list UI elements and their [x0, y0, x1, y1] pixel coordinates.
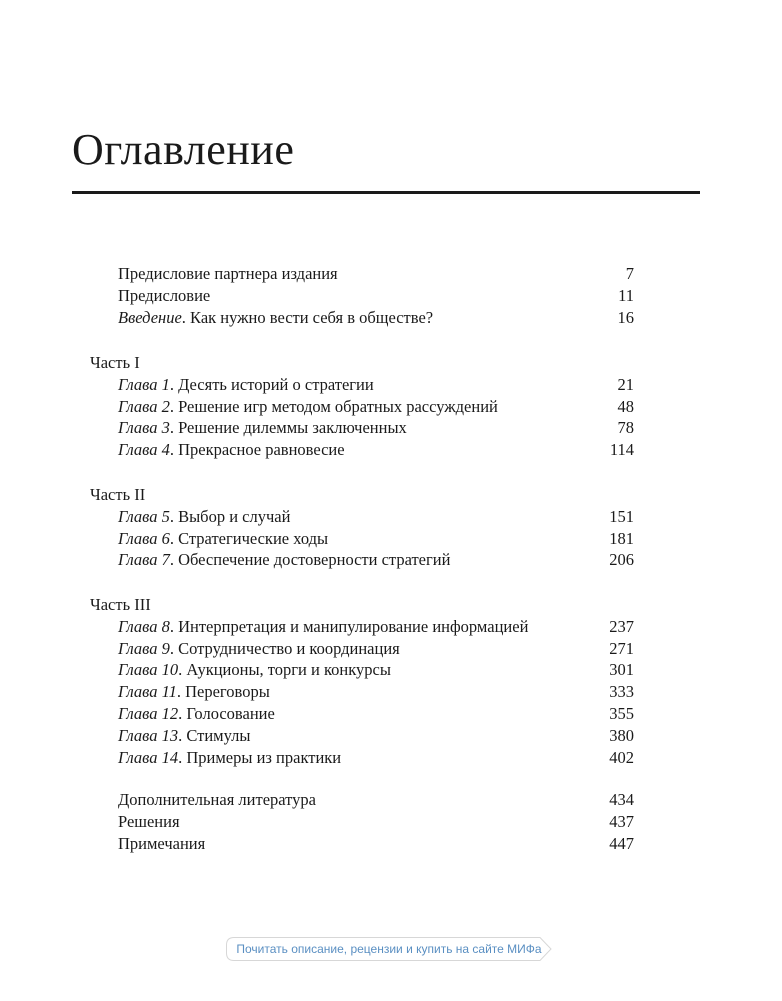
toc-entry-title — [118, 549, 450, 571]
toc-entry — [118, 703, 634, 725]
toc-entry-prefix: Глава 3 — [118, 418, 170, 438]
toc-entry — [118, 506, 634, 528]
toc-entry — [118, 616, 634, 638]
toc-entry — [118, 396, 634, 418]
toc-entry-page: 447 — [609, 833, 634, 853]
toc-entry — [118, 833, 634, 855]
toc-entry-title — [118, 703, 275, 725]
toc-entry-prefix: Глава 10 — [118, 660, 179, 680]
toc-entry-prefix: Глава 4 — [118, 440, 170, 460]
toc-entry-page: 402 — [609, 747, 634, 767]
toc-entry-prefix: Глава 9 — [118, 638, 170, 658]
toc-entry-prefix: Глава 7 — [118, 550, 170, 570]
toc-entry-prefix: Глава 13 — [118, 725, 179, 745]
toc-entry-page: 151 — [609, 506, 634, 526]
toc-entry-prefix: Глава 2 — [118, 396, 170, 416]
toc-entry-title — [118, 307, 433, 329]
toc-entry-title — [118, 374, 374, 396]
title-divider — [72, 191, 700, 194]
toc-entry-page: 434 — [609, 790, 634, 809]
toc-entry-page: 78 — [617, 418, 634, 438]
toc-entry-text: . Десять историй о стратегии — [169, 374, 374, 394]
toc-entry-title — [118, 789, 316, 811]
toc-entry — [118, 549, 634, 571]
toc-entry-page: 355 — [609, 704, 634, 723]
toc-entry-text: . Голосование — [178, 704, 275, 723]
toc-entry-page: 16 — [617, 307, 634, 327]
toc-entry-title — [118, 811, 180, 833]
toc-entry — [118, 681, 634, 703]
toc-entry-title — [118, 833, 205, 855]
toc-entry-text: . Сотрудничество и координация — [169, 638, 400, 658]
toc-entry-page: 271 — [609, 638, 634, 658]
toc-entry-text: . Прекрасное равновесие — [169, 440, 345, 460]
toc-entry-page: 437 — [609, 811, 634, 831]
toc-entry — [118, 528, 634, 550]
toc-entry-text: Предисловие — [118, 285, 211, 305]
toc-entry — [118, 307, 634, 329]
toc-entry — [118, 789, 634, 811]
toc-entry-text: Предисловие партнера издания — [118, 264, 338, 283]
site-link-button[interactable] — [226, 937, 552, 961]
toc-entry — [118, 439, 634, 461]
toc-entry-page: 181 — [609, 528, 634, 548]
toc-entry — [118, 725, 634, 747]
toc-entry-title — [118, 396, 498, 418]
toc-entry-page: 114 — [609, 440, 634, 460]
toc-entry-text: . Переговоры — [176, 682, 270, 702]
toc-entry — [118, 263, 634, 285]
toc-entry-title — [118, 725, 250, 747]
toc-entry — [118, 659, 634, 681]
toc-entry-text: Дополнительная литература — [118, 790, 316, 809]
toc-entry-title — [118, 659, 391, 681]
toc-entry-title — [118, 681, 270, 703]
toc-entry-title — [118, 417, 407, 439]
toc-entry-title — [118, 506, 290, 528]
toc-entry-text: . Интерпретация и манипулирование информацией — [169, 616, 529, 636]
toc-entry-text: Решения — [118, 811, 180, 831]
toc-entry-page: 301 — [609, 660, 634, 680]
toc-entry — [118, 638, 634, 660]
toc-entry-page: 11 — [618, 285, 634, 305]
toc-entry-prefix: Глава 14 — [118, 747, 179, 767]
toc-entry-page: 48 — [617, 396, 634, 416]
toc-entry-text: . Стратегические ходы — [169, 528, 329, 548]
toc-entry — [118, 811, 634, 833]
toc-entry-title — [118, 263, 338, 285]
toc-entry-page: 333 — [609, 682, 634, 702]
toc-entry-title — [118, 747, 341, 769]
toc-entry-title — [118, 439, 345, 461]
toc-entry-text: . Выбор и случай — [169, 506, 291, 526]
toc-entry-prefix: Глава 1 — [118, 374, 170, 394]
toc-entry-title — [118, 638, 400, 660]
toc-entry-text: Примечания — [118, 833, 206, 853]
toc-entry-text: . Обеспечение достоверности стратегий — [169, 550, 451, 570]
toc-entry-page: 206 — [609, 550, 634, 570]
toc-entry-text: . Решение игр методом обратных рассуждений — [169, 396, 498, 416]
toc-entry-prefix: Глава 12 — [118, 704, 179, 723]
toc-entry-prefix: Глава 8 — [118, 616, 170, 636]
toc-entry-text: . Как нужно вести себя в обществе? — [181, 307, 434, 327]
toc-entry-title — [118, 285, 210, 307]
toc-entry-prefix: Глава 5 — [118, 506, 170, 526]
toc-entry-title — [118, 616, 528, 638]
toc-entry-text: . Аукционы, торги и конкурсы — [178, 660, 391, 680]
toc-entry-page: 21 — [617, 374, 634, 394]
toc-entry — [118, 747, 634, 769]
toc-entry-text: . Стимулы — [178, 725, 251, 745]
toc-entry — [118, 285, 634, 307]
part-heading: Часть II — [90, 485, 146, 504]
toc-entry-page: 7 — [625, 264, 634, 283]
toc-entry — [118, 374, 634, 396]
toc-entry-text: . Решение дилеммы заключенных — [169, 418, 407, 438]
part-heading: Часть III — [90, 595, 151, 614]
toc-entry-page: 380 — [609, 725, 634, 745]
toc-entry-prefix: Глава 11 — [118, 682, 177, 702]
toc-entry-text: . Примеры из практики — [178, 747, 342, 767]
toc-entry-page: 237 — [609, 616, 634, 636]
toc-entry-prefix: Введение — [118, 307, 182, 327]
toc-entry — [118, 417, 634, 439]
toc-entry-title — [118, 528, 328, 550]
site-link-label: Почитать описание, рецензии и купить на сайте МИФа — [236, 942, 542, 956]
toc-entry-prefix: Глава 6 — [118, 528, 170, 548]
page-title: Оглавление — [72, 125, 295, 174]
part-heading: Часть I — [90, 353, 140, 372]
